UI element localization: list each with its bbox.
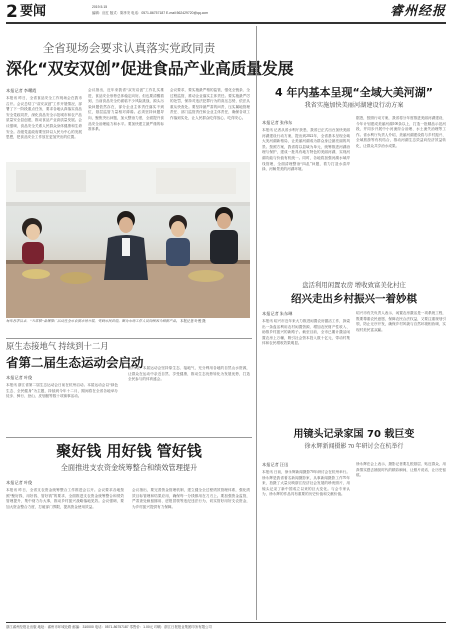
shaoxing-body-col1: 本报讯 绍兴市近年来大力推进闲置农房激活工作，探索出一条盘活利用农村闲置资源、增加农民财产性收入、助推乡村振兴的新路子。截至目前，全市已累计激活闲置农房上万幢，吸引社会资本投入数十亿元，带动村集体和农民增收效果明显。 <box>262 319 350 346</box>
funds-body-col2: 会议指出，要完善资金管理机制，建立健全全过程绩效管理体系，强化绩效目标管理和结果应用，确保每一分钱都用在刀刃上。要加强资金监管，严肃查处截留挪用、虚报冒领等违纪违法行为，切实管好用好支农资金，为乡村振兴提供有力保障。 <box>132 488 250 509</box>
photo-credit: 本报记者 叶俊 摄 <box>180 319 206 323</box>
main-body-col1: 本报讯 昨日，全省食品安全工作现场会在我市召开。会议总结了“双安双创”工作开展情况，部署了下一阶段重点任务，要求各地认真落实食品安全党政同责，深化食品安全示范城市和农产品质量安全县创建，推动食品产业高质量发展。会议强调，食品安全关系人民群众身体健康和生命安全。各级党委政府要坚持以人民为中心的发展思想，把食品安全工作放在更加突出的位置。 <box>6 96 82 140</box>
masthead-rule <box>6 22 446 24</box>
photography-byline: 本报记者 汪迅 <box>262 462 289 467</box>
shaoxing-byline: 本报记者 朱东琳 <box>262 311 293 316</box>
section-rule-1 <box>6 338 252 339</box>
editor-info: 编辑：应红 版式：陈孝安 电话：0571-86757187 E-mail:562429720@qq.com <box>92 11 209 15</box>
date-line: 2019.5.15 <box>92 5 108 9</box>
funds-byline: 本报记者 叶俊 <box>6 480 33 485</box>
shaoxing-headline: 绍兴走出乡村振兴一着妙棋 <box>291 293 417 305</box>
photography-headline: 用镜头记录家国 70 载巨变 <box>293 429 415 440</box>
article-rivers <box>262 86 446 282</box>
funds-headline: 聚好钱 用好钱 管好钱 <box>56 442 202 460</box>
masthead <box>6 2 446 22</box>
rivers-subhead: 我省实施加快美丽河湖建设行动方案 <box>304 102 404 109</box>
eco-body-col2: 据介绍，本届运动会坚持原生态、接地气，充分利用各地的自然山水资源，让群众在运动中亲近自然、享受健康，推动生态优势转化为发展优势，打造全民参与的体育盛会。 <box>128 366 250 382</box>
section-rule-2 <box>6 437 252 438</box>
rivers-headline: 4 年内基本呈现“全域大美河湖” <box>275 86 433 99</box>
page-number: 2 <box>6 2 18 22</box>
photo-caption-text: 每年春季以来，“五常稻”品牌推广活动在全市农贸市场开展，受到市民欢迎。图为市场工作人员向顾客介绍新产品。 <box>6 319 180 323</box>
footer-rule <box>6 622 446 623</box>
main-photo <box>6 162 250 318</box>
eco-byline: 本报记者 叶俊 <box>6 375 33 380</box>
photography-body-col2: 徐永辉在会上表示，摄影记者要扎根基层、贴近群众，用真情实感去捕捉时代的精彩瞬间，让照片说话，让历史留痕。 <box>356 462 446 478</box>
photography-subhead: 徐永辉新闻摄影 70 年研讨会在杭举行 <box>304 444 404 450</box>
main-byline: 本报记者 李曙霞 <box>6 88 37 93</box>
funds-body-col1: 本报讯 昨日，全省支农资金统筹整合工作推进会召开。会议要求各地按照“聚好钱、用好钱、管好钱”的要求，全面推进支农资金统筹整合和绩效管理提升，集中财力办大事，推动乡村振兴战略落地见效。会议强调，要加大资金整合力度，打破部门界限，提高资金使用效益。 <box>6 488 124 509</box>
article-funds <box>6 442 252 618</box>
eco-kicker: 原生态接地气 持续到十二月 <box>6 342 109 351</box>
shaoxing-body-col2: 绍兴市有关负责人表示，闲置农房激活是一项系统工程，既要尊重农民意愿，保障农民合法权益，又要注重规划引领，防止无序开发，确保乡村风貌与自然环境相协调，实现村美民富双赢。 <box>356 311 446 332</box>
main-kicker: 全省现场会要求认真落实党政同责 <box>42 43 216 55</box>
article-eco-games <box>6 342 252 434</box>
main-body-col2: 会议指出，近年来我省“双安双创”工作扎实推进，食品安全形势总体稳定向好。但也要清醒看到，当前食品安全仍面临不少风险挑战，源头污染问题依然存在，部分企业主体责任落实不到位，基层监管力量相对薄弱。必须坚持问题导向，聚焦突出问题，加大整治力度，全面提升食品安全治理能力和水平。要加快建立最严谨的标准体系。 <box>88 88 164 132</box>
photo-caption <box>6 319 250 324</box>
rivers-body-col2: 据悉，按照行动方案，我省将分年度推进美丽河湖建设，今年计划建成美丽河湖100条以上，打造一批精品示范河段，并同步开展中小河流综合治理、水土流失治理等工作。省水利厅负责人介绍，美丽河湖建设将与乡村振兴、全域旅游等有机结合，推动河湖生态效益向经济效益转化，让群众共享治水成果。 <box>356 116 446 148</box>
market-scene-illustration <box>6 162 250 318</box>
shaoxing-kicker: 盘活利用闲置农房 增收致富美化村庄 <box>302 282 406 289</box>
eco-headline: 省第二届生态运动会启动 <box>6 355 144 370</box>
rivers-byline: 本报记者 张伟东 <box>262 120 293 125</box>
column-divider <box>256 26 257 620</box>
eco-body-col1: 本报讯 浙江省第二届生态运动会日前在杭州启动。本届运动会以“绿色生态、全民健身”为主题，持续到今年十二月，期间将在全省各地举办徒步、骑行、登山、皮划艇等数十项赛事活动。 <box>6 383 118 399</box>
rivers-body-col1: 本报讯 记者从省水利厅获悉，我省已正式出台加快美丽河湖建设行动方案，提出到2022年，全省基本呈现全域大美河湖新格局，让美丽河湖成为群众身边最亮丽的风景。按照方案，我省将以县域为单元，统筹推进河湖治理与保护，建成一批具有地方特色的美丽河湖，实现河湖功能与价值有机统一。同时，各地将加强河湖水域岸线管理，全面清理整治“四乱”问题，着力打造水清岸绿、河畅景美的河湖环境。 <box>262 128 350 172</box>
main-body-col3: 会议要求，要实施最严格的监管，强化全链条、全过程监管，推动企业落实主体责任。要实施最严厉的处罚，保持对违法犯罪行为的高压态势，依法从重从快查处。要坚持最严肃的问责，压实属地管理责任、部门监管责任和企业主体责任，确保各项工作落到实处，让人民群众吃得放心、吃得安心。 <box>170 88 250 120</box>
funds-subhead: 全面推进支农资金统筹整合和绩效管理提升 <box>60 464 198 472</box>
article-photography <box>262 428 446 616</box>
paper-name: 睿州经报 <box>389 4 446 19</box>
main-headline: 深化“双安双创”促进食品产业高质量发展 <box>6 59 294 78</box>
article-shaoxing <box>262 282 446 422</box>
photography-body-col1: 本报讯 日前，徐永辉新闻摄影70年研讨会在杭州举行。徐永辉是我省著名新闻摄影家，从事新闻摄影工作70年来，拍摄了大量反映浙江经济社会发展的珍贵照片，用镜头记录了新中国成立以来的巨大变化。与会专家认为，徐永辉的作品具有重要的历史价值和文献价值。 <box>262 470 350 497</box>
section-name: 要闻 <box>20 4 47 19</box>
footer-text: 浙江睿州经报社出版 地址：睿州市环城北路 邮编：310000 电话：0571-86757187 零售价：1.00元 印刷：浙江日报报业集团印务有限公司 <box>6 625 212 629</box>
